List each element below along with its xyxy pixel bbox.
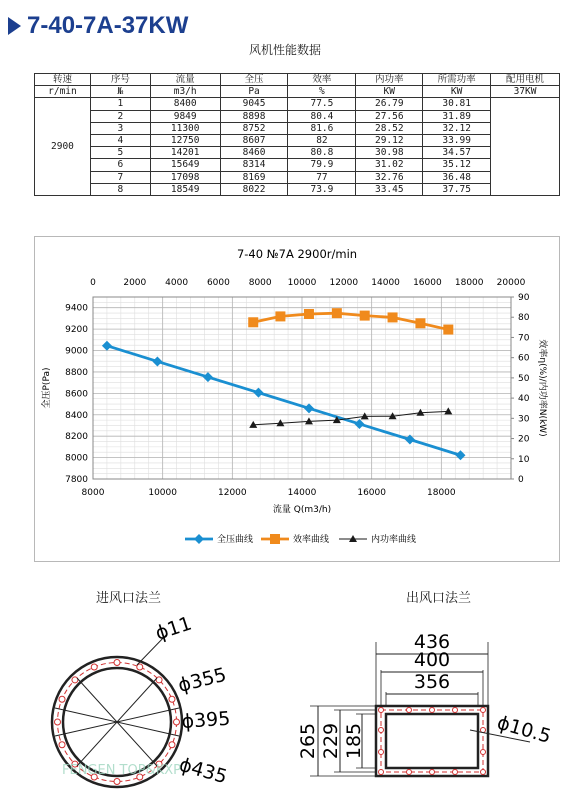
- data-point: [360, 311, 370, 321]
- header-cell: 全压: [220, 74, 288, 86]
- data-cell: 33.45: [356, 183, 423, 195]
- unit-cell: m3/h: [150, 86, 220, 98]
- bolt-hole: [114, 779, 120, 785]
- data-cell: 77.5: [288, 98, 356, 110]
- bolt-hole: [407, 708, 412, 713]
- data-point: [304, 309, 314, 319]
- y-tick-label: 8600: [65, 389, 88, 400]
- data-cell: 29.12: [356, 134, 423, 146]
- data-cell: 5: [90, 147, 150, 159]
- data-point: [415, 318, 425, 328]
- data-cell: 26.79: [356, 98, 423, 110]
- unit-cell: 37KW: [491, 86, 560, 98]
- inlet-flange-title: 进风口法兰: [96, 591, 162, 606]
- data-cell: 8400: [150, 98, 220, 110]
- data-point: [443, 325, 453, 335]
- data-cell: 30.81: [423, 98, 491, 110]
- data-cell: 82: [288, 134, 356, 146]
- data-cell: 37.75: [423, 183, 491, 195]
- series-2: [248, 308, 453, 334]
- watermark-text: FENGEN TOP&KXP: [62, 763, 181, 778]
- x-axis-label: 流量 Q(m3/h): [272, 505, 332, 515]
- y2-axis-label: 效率η(%)/内功率N(kW): [537, 339, 547, 437]
- bolt-hole: [114, 660, 120, 666]
- page-title-text: 7-40-7A-37KW: [27, 12, 189, 39]
- data-point: [253, 388, 263, 398]
- bolt-hole: [91, 664, 97, 670]
- x-tick-label: 16000: [357, 488, 386, 498]
- legend-label: 效率曲线: [293, 535, 330, 545]
- top-tick-label: 6000: [206, 278, 230, 288]
- speed-cell: 2900: [35, 98, 91, 196]
- data-cell: 80.8: [288, 147, 356, 159]
- top-tick-label: 18000: [454, 278, 484, 288]
- x-tick-label: 14000: [287, 488, 317, 498]
- unit-cell: Pa: [220, 86, 288, 98]
- unit-cell: r/min: [35, 86, 91, 98]
- table-row: [35, 171, 560, 183]
- table-unit-row: [35, 86, 560, 98]
- header-cell: 内功率: [356, 74, 423, 86]
- performance-chart: [34, 236, 560, 562]
- header-cell: 转速: [35, 74, 91, 86]
- data-cell: 12750: [150, 134, 220, 146]
- data-cell: 14201: [150, 147, 220, 159]
- page-title: [8, 12, 188, 40]
- bolt-hole: [169, 742, 175, 748]
- data-point: [102, 341, 112, 351]
- y-tick-label: 9200: [65, 325, 88, 336]
- data-point: [388, 312, 398, 322]
- outlet-flange-title: 出风口法兰: [406, 591, 472, 606]
- data-cell: 8022: [220, 183, 288, 195]
- y2-tick-label: 10: [518, 454, 530, 465]
- bolt-hole: [156, 677, 162, 683]
- top-tick-label: 14000: [371, 278, 400, 288]
- data-point: [455, 450, 465, 460]
- bolt-hole: [174, 719, 180, 725]
- data-cell: 30.98: [356, 147, 423, 159]
- y-tick-label: 8800: [65, 367, 88, 378]
- data-cell: 34.57: [423, 147, 491, 159]
- inlet-flange-drawing: [52, 612, 231, 788]
- data-cell: 17098: [150, 171, 220, 183]
- legend-label: 内功率曲线: [371, 535, 417, 545]
- top-tick-label: 2000: [123, 278, 147, 288]
- bolt-hole: [481, 708, 486, 713]
- outlet-dimension-label: 400: [413, 649, 451, 671]
- inlet-dimension-label: ϕ11: [152, 612, 195, 645]
- bolt-hole: [430, 708, 435, 713]
- data-point: [354, 419, 364, 429]
- outlet-dimension-label: 265: [297, 722, 319, 760]
- table-row: [35, 147, 560, 159]
- bolt-rect: [381, 710, 483, 772]
- y2-tick-label: 70: [518, 333, 530, 344]
- y2-tick-label: 60: [518, 353, 530, 364]
- legend-marker: [194, 534, 204, 544]
- unit-cell: KW: [423, 86, 491, 98]
- y2-tick-label: 40: [518, 394, 530, 405]
- data-cell: 80.4: [288, 110, 356, 122]
- y-tick-label: 8200: [65, 432, 88, 443]
- y2-tick-label: 0: [518, 475, 524, 485]
- data-cell: 31.89: [423, 110, 491, 122]
- data-cell: 7: [90, 171, 150, 183]
- data-cell: 8460: [220, 147, 288, 159]
- top-tick-label: 8000: [248, 278, 272, 288]
- bolt-hole: [430, 770, 435, 775]
- data-cell: 77: [288, 171, 356, 183]
- y2-tick-label: 50: [518, 373, 530, 384]
- outlet-dimension-label: 229: [320, 722, 342, 760]
- bolt-hole: [72, 677, 78, 683]
- bolt-hole: [407, 770, 412, 775]
- data-cell: 32.76: [356, 171, 423, 183]
- y2-tick-label: 20: [518, 434, 530, 445]
- outlet-dimension-label: 436: [413, 631, 451, 653]
- bolt-hole: [379, 770, 384, 775]
- outlet-dimension-label: 185: [343, 722, 365, 760]
- data-cell: 15649: [150, 159, 220, 171]
- performance-table: [34, 73, 560, 196]
- data-cell: 35.12: [423, 159, 491, 171]
- table-row: [35, 110, 560, 122]
- header-cell: 配用电机: [491, 74, 560, 86]
- outlet-dimension-label: ϕ10.5: [494, 711, 554, 748]
- data-cell: 18549: [150, 183, 220, 195]
- data-cell: 1: [90, 98, 150, 110]
- bolt-hole: [169, 696, 175, 702]
- data-cell: 33.99: [423, 134, 491, 146]
- header-cell: 所需功率: [423, 74, 491, 86]
- data-cell: 2: [90, 110, 150, 122]
- data-point: [332, 308, 342, 318]
- data-cell: 8752: [220, 122, 288, 134]
- bolt-hole: [379, 750, 384, 755]
- table-header-row: [35, 74, 560, 86]
- data-cell: 81.6: [288, 122, 356, 134]
- table-row: [35, 183, 560, 195]
- x-tick-label: 18000: [427, 488, 456, 498]
- data-cell: 9849: [150, 110, 220, 122]
- y-axis-label: 全压P(Pa): [42, 367, 52, 409]
- y-tick-label: 8400: [65, 410, 88, 421]
- bolt-hole: [59, 742, 65, 748]
- legend-marker: [270, 534, 280, 544]
- bolt-hole: [379, 728, 384, 733]
- data-cell: 32.12: [423, 122, 491, 134]
- table-row: [35, 134, 560, 146]
- inlet-dimension-label: ϕ355: [175, 663, 229, 697]
- unit-cell: %: [288, 86, 356, 98]
- y-tick-label: 9000: [65, 346, 88, 357]
- flange-outer-rect: [376, 706, 488, 776]
- series-1: [102, 341, 466, 461]
- header-cell: 序号: [90, 74, 150, 86]
- data-cell: 8: [90, 183, 150, 195]
- y2-tick-label: 30: [518, 414, 530, 425]
- top-tick-label: 4000: [165, 278, 189, 288]
- top-tick-label: 10000: [287, 278, 317, 288]
- series-3: [249, 407, 452, 427]
- data-point: [304, 403, 314, 413]
- legend-label: 全压曲线: [217, 535, 254, 545]
- data-cell: 9045: [220, 98, 288, 110]
- data-point: [444, 407, 452, 414]
- x-tick-label: 8000: [81, 488, 105, 498]
- data-cell: 8898: [220, 110, 288, 122]
- chart-title: 7-40 №7A 2900r/min: [236, 247, 358, 261]
- data-cell: 11300: [150, 122, 220, 134]
- table-row: [35, 159, 560, 171]
- bolt-hole: [481, 750, 486, 755]
- table-row: [35, 122, 560, 134]
- flange-drawings: [0, 582, 570, 812]
- data-cell: 6: [90, 159, 150, 171]
- bolt-hole: [481, 770, 486, 775]
- motor-cell: [491, 98, 560, 196]
- outlet-dimension-label: 356: [413, 671, 451, 693]
- y-tick-label: 7800: [65, 475, 88, 485]
- bolt-hole: [379, 708, 384, 713]
- chart-svg: [35, 237, 559, 561]
- x-tick-label: 12000: [218, 488, 247, 498]
- top-tick-label: 20000: [496, 278, 526, 288]
- bolt-hole: [59, 696, 65, 702]
- bolt-hole: [55, 719, 61, 725]
- data-point: [275, 311, 285, 321]
- data-point: [152, 356, 162, 366]
- data-cell: 8169: [220, 171, 288, 183]
- data-cell: 31.02: [356, 159, 423, 171]
- unit-cell: KW: [356, 86, 423, 98]
- data-cell: 4: [90, 134, 150, 146]
- triangle-bullet-icon: [8, 17, 21, 35]
- header-cell: 流量: [150, 74, 220, 86]
- y-tick-label: 8000: [65, 453, 88, 464]
- data-cell: 73.9: [288, 183, 356, 195]
- data-cell: 8607: [220, 134, 288, 146]
- data-cell: 36.48: [423, 171, 491, 183]
- table-caption: 风机性能数据: [248, 43, 321, 57]
- bolt-hole: [453, 708, 458, 713]
- unit-cell: №: [90, 86, 150, 98]
- outlet-flange-drawing: [297, 631, 553, 776]
- y2-tick-label: 90: [518, 293, 530, 303]
- y-tick-label: 9400: [65, 303, 88, 314]
- data-cell: 3: [90, 122, 150, 134]
- top-tick-label: 16000: [413, 278, 442, 288]
- table-row: [35, 98, 560, 110]
- inlet-dimension-label: ϕ435: [176, 753, 230, 789]
- top-tick-label: 12000: [329, 278, 359, 288]
- data-point: [248, 317, 258, 327]
- y2-tick-label: 80: [518, 313, 530, 324]
- top-tick-label: 0: [90, 278, 96, 288]
- data-cell: 79.9: [288, 159, 356, 171]
- data-cell: 28.52: [356, 122, 423, 134]
- inlet-dimension-label: ϕ395: [180, 707, 232, 733]
- x-tick-label: 10000: [148, 488, 177, 498]
- data-cell: 27.56: [356, 110, 423, 122]
- flange-inner-rect: [386, 714, 478, 768]
- data-cell: 8314: [220, 159, 288, 171]
- bolt-hole: [453, 770, 458, 775]
- header-cell: 效率: [288, 74, 356, 86]
